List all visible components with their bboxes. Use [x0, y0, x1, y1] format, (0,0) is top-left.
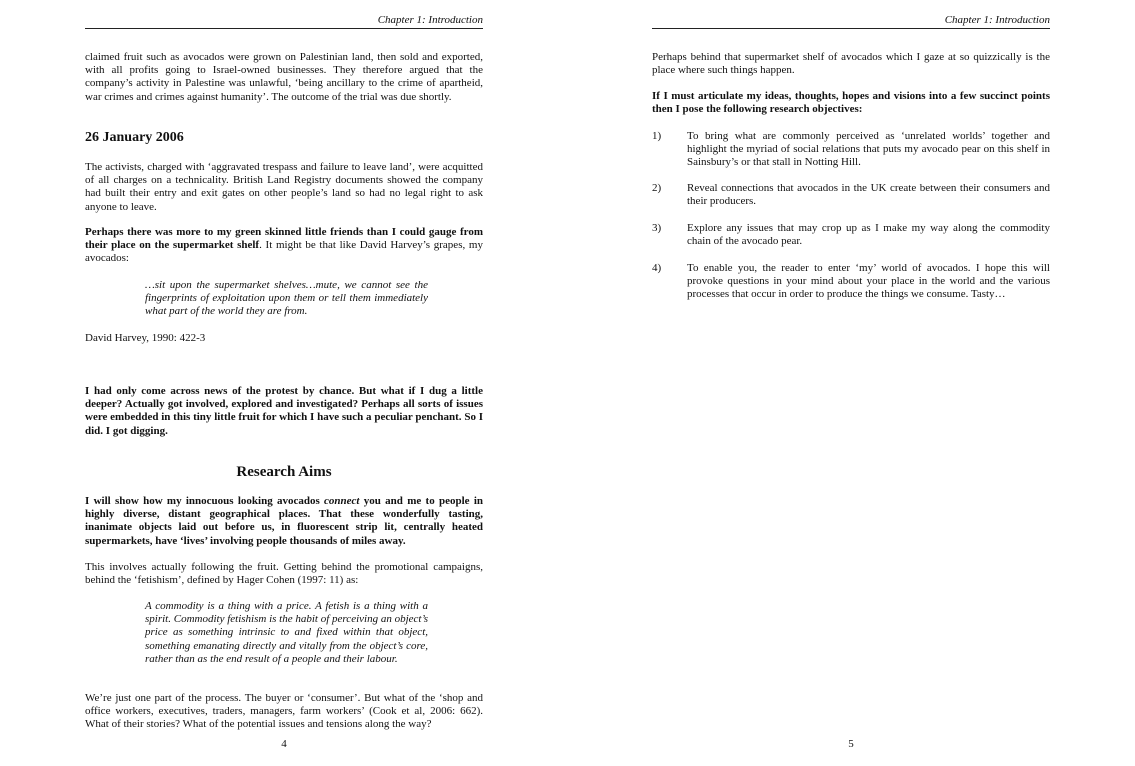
objective-item — [652, 262, 1050, 302]
objective-text: To bring what are commonly perceived as ‘unrelated worlds’ together and highlight the myriad of social relations that puts my avocado pear on this shelf in Sainsbury’s or that stall in Notting Hill. — [687, 130, 1050, 169]
perhaps-rest-text: . It might be that like David Harvey’s grapes, my avocados: — [85, 239, 483, 265]
objective-item — [652, 182, 1050, 208]
left-page — [85, 0, 483, 766]
connect-emphasis: connect — [324, 495, 360, 507]
objective-number: 2) — [652, 182, 662, 194]
harvey-citation: David Harvey, 1990: 422-3 — [85, 332, 206, 344]
protest-paragraph: I had only come across news of the protest by chance. But what if I dug a little deeper? Actually got involved, explored and investigated? Perhaps all sorts of issues were embedded in this tiny little fruit for which I have such a peculiar penchant. So I did. I got digging. — [85, 385, 483, 437]
acquitted-paragraph: The activists, charged with ‘aggravated trespass and failure to leave land’, were acquitted of all charges on a technicality. British Land Registry documents showed the company had built their entry and exit gates on other people’s land so had no legal right to ask anyone to leave. — [85, 161, 483, 213]
running-header: Chapter 1: Introduction — [652, 14, 1050, 29]
shelf-paragraph: Perhaps behind that supermarket shelf of avocados which I gaze at so quizzically is the place where such things happen. — [652, 51, 1050, 77]
harvey-quote: …sit upon the supermarket shelves…mute, we cannot see the fingerprints of exploitation upon them or tell them immediately what part of the world they are from. — [145, 279, 428, 318]
objective-item — [652, 222, 1050, 248]
objective-text: Reveal connections that avocados in the UK create between their consumers and their producers. — [687, 182, 1050, 208]
objective-number: 1) — [652, 130, 662, 142]
connect-paragraph — [85, 495, 483, 548]
cohen-quote: A commodity is a thing with a price. A fetish is a thing with a spirit. Commodity fetishism is the habit of perceiving an object’s price as something intrinsic to and fixed within that object, something emanating directly and vitally from the object’s core, rather than as the end result of a people and their labour. — [145, 600, 428, 665]
intro-paragraph: claimed fruit such as avocados were grown on Palestinian land, then sold and exported, with all profits going to Israel-owned businesses. They therefore argued that the company’s activity in Palestine was unlawful, ‘being ancillary to the crime of apartheid, war crimes and crimes against humanity’. The outcome of the trial was due shortly. — [85, 51, 483, 103]
perhaps-bold-text: Perhaps there was more to my green skinned little friends than I could gauge from their place on the supermarket shelf — [85, 226, 483, 252]
objective-text: To enable you, the reader to enter ‘my’ world of avocados. I hope this will provoke questions in your mind about your place in the world and the various processes that occur in order to produce the things we consume. Tasty… — [687, 262, 1050, 301]
running-header: Chapter 1: Introduction — [85, 14, 483, 29]
page-number: 5 — [848, 738, 854, 750]
process-paragraph: We’re just one part of the process. The buyer or ‘consumer’. But what of the ‘shop and office workers, executives, traders, managers, farm workers’ (Cook et al, 2006: 662). What of their stories? What of the potential issues and tensions along the way? — [85, 692, 483, 731]
connect-text-a: I will show how my innocuous looking avocados — [85, 495, 325, 507]
research-aims-heading: Research Aims — [236, 464, 332, 480]
involves-paragraph: This involves actually following the fruit. Getting behind the promotional campaigns, behind the ‘fetishism’, defined by Hager Cohen (1997: 11) as: — [85, 561, 483, 587]
objective-number: 3) — [652, 222, 662, 234]
perhaps-paragraph — [85, 226, 483, 266]
objective-text: Explore any issues that may crop up as I make my way along the commodity chain of the avocado pear. — [687, 222, 1050, 248]
objective-number: 4) — [652, 262, 662, 274]
objectives-intro: If I must articulate my ideas, thoughts, hopes and visions into a few succinct points then I pose the following research objectives: — [652, 90, 1050, 116]
page-number: 4 — [281, 738, 287, 750]
right-page — [652, 0, 1050, 766]
connect-text-b: you and me to people in highly diverse, distant geographical places. That these wonderfully tasting, inanimate objects laid out before us, in fluorescent strip lit, centrally heated supermarkets, have ‘lives’ involving people thousands of miles away. — [85, 495, 483, 547]
date-heading: 26 January 2006 — [85, 130, 184, 145]
objective-item — [652, 130, 1050, 170]
